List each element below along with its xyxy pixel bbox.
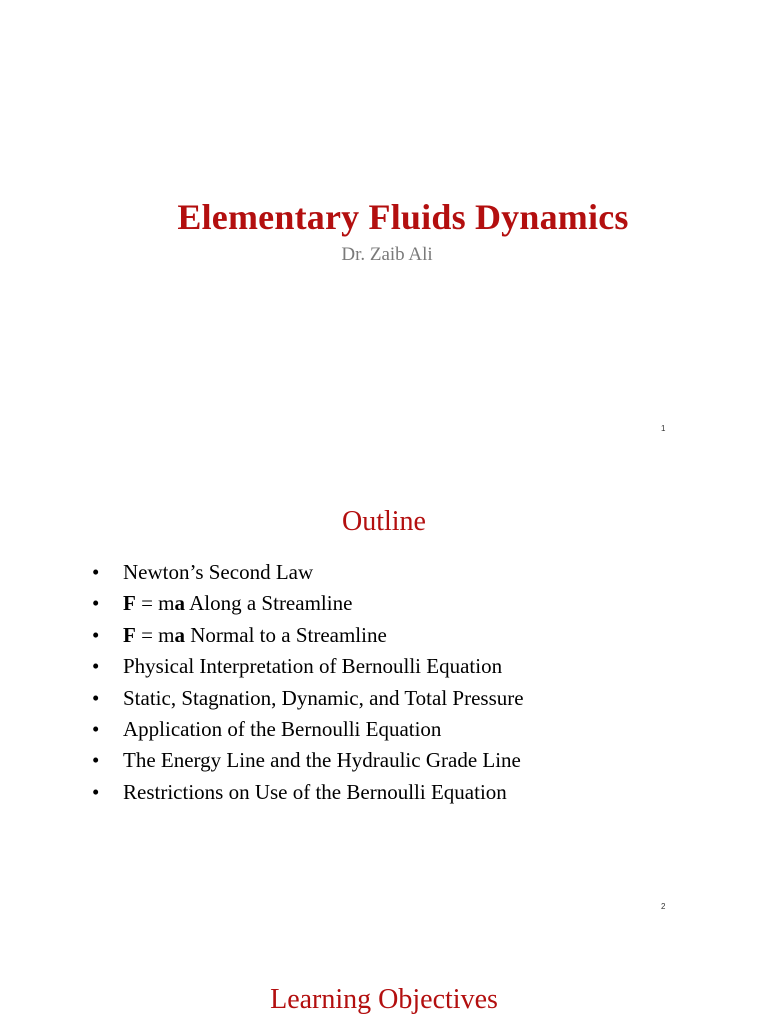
list-item-text: Static, Stagnation, Dynamic, and Total Pressure (123, 685, 524, 710)
bullet-icon: • (92, 748, 100, 773)
slide-3 (0, 950, 768, 1024)
bullet-icon: • (92, 654, 100, 679)
page-number: 1 (661, 424, 666, 433)
force-symbol: F (123, 591, 136, 616)
outline-list (92, 557, 524, 808)
list-item (92, 745, 524, 776)
learning-objectives-title: Learning Objectives (270, 984, 498, 1015)
acceleration-symbol: a (174, 622, 186, 647)
list-item-text: Normal to a Streamline (185, 622, 387, 647)
slide-1 (0, 0, 768, 480)
list-item-text: Application of the Bernoulli Equation (123, 716, 442, 741)
bullet-icon: • (92, 716, 100, 741)
list-item (92, 651, 524, 682)
slide-2 (0, 480, 768, 950)
bullet-icon: • (92, 685, 100, 710)
force-symbol: F (123, 622, 136, 647)
author-name: Dr. Zaib Ali (341, 244, 433, 265)
page-number: 2 (661, 902, 666, 911)
bullet-icon: • (92, 779, 100, 804)
list-item (92, 588, 524, 619)
list-item (92, 683, 524, 714)
list-item-text: Restrictions on Use of the Bernoulli Equation (123, 779, 507, 804)
list-item (92, 777, 524, 808)
list-item-text: Newton’s Second Law (123, 560, 314, 584)
list-item-text: Along a Streamline (185, 591, 353, 616)
list-item-text: Physical Interpretation of Bernoulli Equation (123, 654, 503, 679)
list-item (92, 714, 524, 745)
list-item (92, 557, 524, 588)
list-item (92, 620, 524, 651)
bullet-icon: • (92, 560, 100, 584)
equation-text: = m (135, 591, 175, 616)
list-item-text: The Energy Line and the Hydraulic Grade Line (123, 748, 521, 773)
outline-title: Outline (342, 506, 426, 537)
acceleration-symbol: a (174, 591, 186, 616)
bullet-icon: • (92, 591, 100, 616)
equation-text: = m (135, 622, 175, 647)
bullet-icon: • (92, 622, 100, 647)
slide-title: Elementary Fluids Dynamics (177, 197, 629, 237)
